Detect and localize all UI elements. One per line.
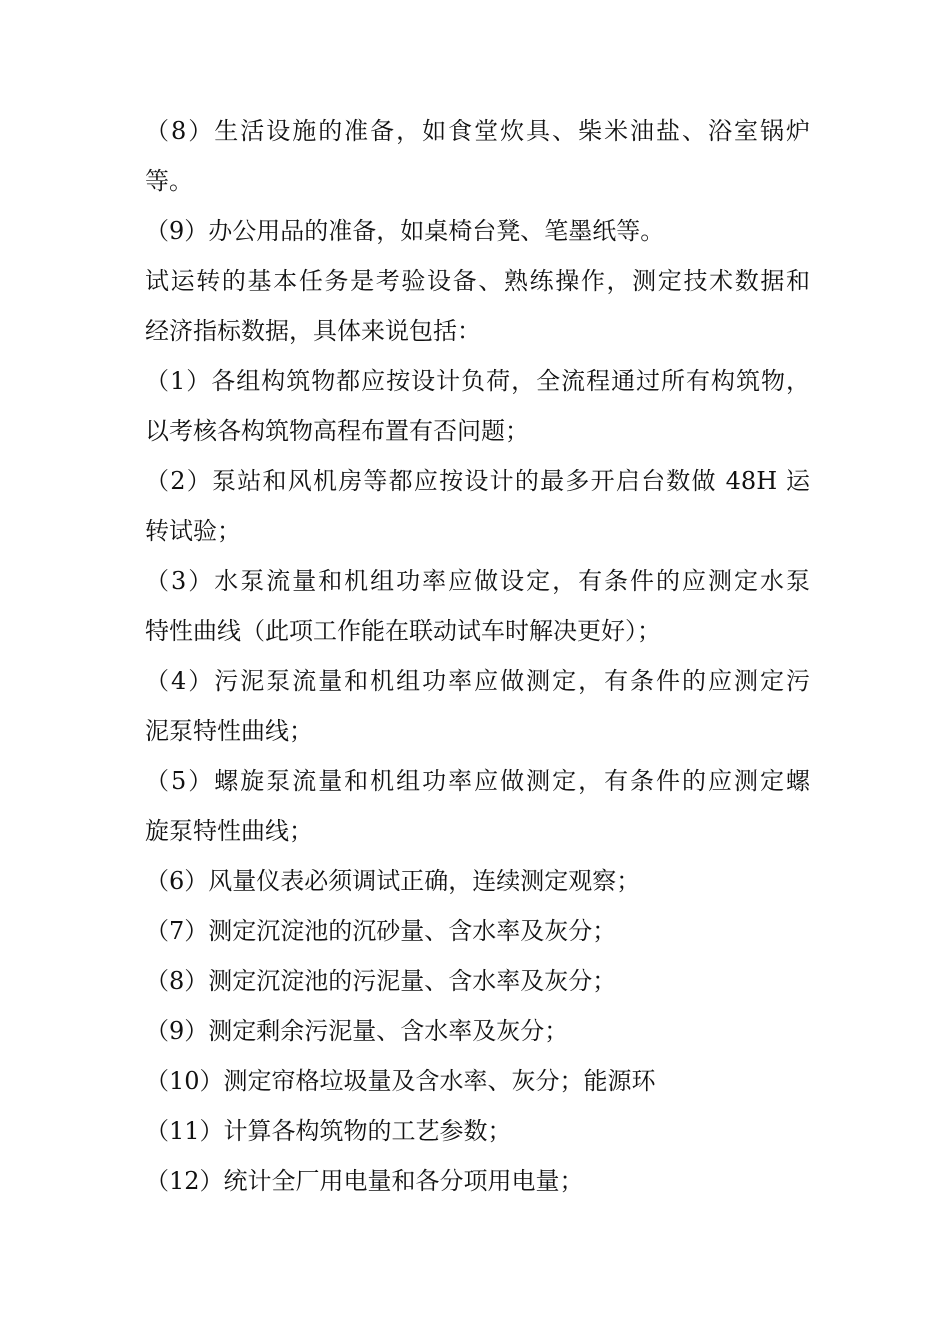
text-line: 特性曲线（此项工作能在联动试车时解决更好）； [145,617,661,645]
text-line: 经济指标数据，具体来说包括： [145,317,481,345]
text-line: （7）测定沉淀池的沉砂量、含水率及灰分； [145,917,617,945]
text-line: （8）生活设施的准备，如食堂炊具、柴米油盐、浴室锅炉 [145,117,810,145]
text-line: （9）办公用品的准备，如桌椅台凳、笔墨纸等。 [145,217,665,245]
text-line: （8）测定沉淀池的污泥量、含水率及灰分； [145,967,617,995]
text-line: （1）各组构筑物都应按设计负荷，全流程通过所有构筑物， [145,367,810,395]
text-line: （10）测定帘格垃圾量及含水率、灰分；能源环 [145,1067,656,1095]
text-line: （9）测定剩余污泥量、含水率及灰分； [145,1017,569,1045]
text-line: 转试验； [145,517,241,545]
text-line: 旋泵特性曲线； [145,817,313,845]
text-line: （11）计算各构筑物的工艺参数； [145,1117,512,1145]
text-line: （4）污泥泵流量和机组功率应做测定，有条件的应测定污 [145,667,810,695]
text-line: 试运转的基本任务是考验设备、熟练操作，测定技术数据和 [145,267,810,295]
text-line: 泥泵特性曲线； [145,717,313,745]
text-line: （6）风量仪表必须调试正确，连续测定观察； [145,867,641,895]
text-line: （5）螺旋泵流量和机组功率应做测定，有条件的应测定螺 [145,767,810,795]
text-line: （12）统计全厂用电量和各分项用电量； [145,1167,584,1195]
text-line: （3）水泵流量和机组功率应做设定，有条件的应测定水泵 [145,567,810,595]
text-line: （2）泵站和风机房等都应按设计的最多开启台数做 48H 运 [145,467,810,495]
text-line: 以考核各构筑物高程布置有否问题； [145,417,529,445]
text-line: 等。 [145,167,193,195]
